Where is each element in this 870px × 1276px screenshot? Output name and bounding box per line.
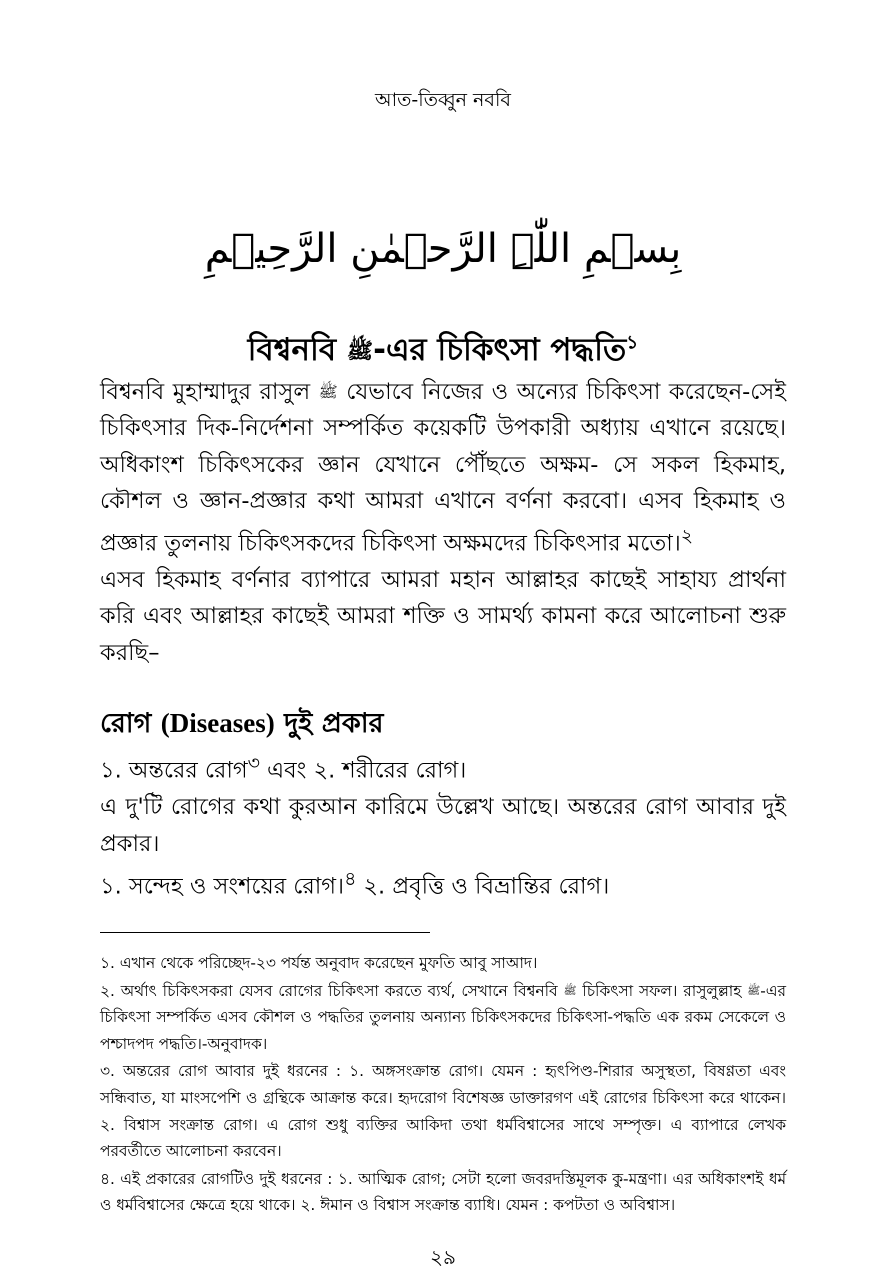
chapter-title [100,326,786,378]
footnote-ref[interactable]: ২ [680,526,693,548]
intro-text-part1: বিশ্বনবি মুহাম্মাদুর রাসুল [100,379,319,405]
footnote-2-part2: চিকিৎসা সফল। রাসুলুল্লাহ [576,981,748,1000]
section-text [100,746,786,905]
section-line-1 [100,746,786,789]
honorific-glyph: ﷺ [563,983,577,997]
page-number: ২৯ [430,1245,456,1269]
footnote-divider [100,932,430,933]
intro-paragraph-2: এসব হিকমাহ বর্ণনার ব্যাপারে আমরা মহান আল্লাহর কাছেই সাহায্য প্রার্থনা করি এবং আল্লাহর কাছেই আমরা শক্তি ও সামর্থ্য কামনা করে আলোচনা শুরু করছি– [100,566,786,666]
footnote-1: ১. এখান থেকে পরিচ্ছেদ-২৩ পর্যন্ত অনুবাদ করেছেন মুফতি আবু সাআদ। [100,954,538,972]
footnote-2 [100,978,786,1058]
chapter-title-part1: বিশ্বনবি [247,332,347,368]
footnotes [100,950,786,1220]
footnote-ref[interactable]: ৪ [344,869,357,890]
section-heading-latin: (Diseases) [160,708,275,738]
section-heading-part2: দুই প্রকার [274,708,384,739]
section-heading [100,703,786,748]
chapter-title-part2: -এর চিকিৎসা পদ্ধতি [373,332,627,368]
footnote-2-part3: -এর চিকিৎসা সম্পর্কিত এসব কৌশল ও পদ্ধতির তুলনায় অন্যান্য চিকিৎসকদের চিকিৎসা-পদ্ধতি এক রকম সেকেলে ও পশ্চাদপদ পদ্ধতি।-অনুবাদক। [100,981,786,1053]
section-line-1-part2: এবং ২. শরীরের রোগ। [259,757,467,784]
section-heading-part1: রোগ [100,708,161,739]
intro-text [100,374,786,671]
bismillah-calligraphy: بِسۡمِ اللّٰہِ الرَّحۡمٰنِ الرَّحِیۡمِ [204,226,682,272]
section-line-1-part1: ১. অন্তরের রোগ [100,757,248,784]
honorific-glyph: ﷺ [747,983,761,997]
honorific-glyph: ﷺ [346,339,374,364]
intro-text-part2: যেভাবে নিজের ও অন্যের চিকিৎসা করেছেন-সেই চিকিৎসার দিক-নির্দেশনা সম্পর্কিত কয়েকটি উপকারী অধ্যায় এখানে রয়েছে। অধিকাংশ চিকিৎসকের জ্ঞান যেখানে পৌঁছতে অক্ষম- সে সকল হিকমাহ, কৌশল ও জ্ঞান-প্রজ্ঞার কথা আমরা এখানে বর্ণনা করবো। এসব হিকমাহ ও প্রজ্ঞার তুলনায় চিকিৎসকদের চিকিৎসা অক্ষমদের চিকিৎসার মতো। [100,379,786,557]
running-head: আত-তিব্বুন নববি [375,89,511,111]
section-line-3 [100,862,786,905]
footnote-3: ৩. অন্তরের রোগ আবার দুই ধরনের : ১. অঙ্গসংক্রান্ত রোগ। যেমন : হৃৎপিণ্ড-শিরার অসুস্থতা, বিষণ্ণতা এবং সন্ধিবাত, যা মাংসপেশি ও গ্রন্থিকে আক্রান্ত করে। হৃদরোগ বিশেষজ্ঞ ডাক্তারগণ এই রোগের চিকিৎসা করে থাকেন। ২. বিশ্বাস সংক্রান্ত রোগ। এ রোগ শুধু ব্যক্তির আকিদা তথা ধর্মবিশ্বাসের সাথে সম্পৃক্ত। এ ব্যাপারে লেখক পরবর্তীতে আলোচনা করবেন। [100,1062,786,1161]
section-line-3-part2: ২. প্রবৃত্তি ও বিভ্রান্তির রোগ। [356,873,610,900]
footnote-2-part1: ২. অর্থাৎ চিকিৎসকরা যেসব রোগের চিকিৎসা করতে ব্যর্থ, সেখানে বিশ্বনবি [100,981,564,1000]
footnote-ref[interactable]: ৩ [247,753,260,774]
footnote-4: ৪. এই প্রকারের রোগটিও দুই ধরনের : ১. আত্মিক রোগ; সেটা হলো জবরদস্তিমূলক কু-মন্ত্রণা। এর অধিকাংশই ধর্ম ও ধর্মবিশ্বাসের ক্ষেত্রে হয়ে থাকে। ২. ঈমান ও বিশ্বাস সংক্রান্ত ব্যাধি। যেমন : কপটতা ও অবিশ্বাস। [100,1169,786,1215]
section-line-2: এ দু'টি রোগের কথা কুরআন কারিমে উল্লেখ আছে। অন্তরের রোগ আবার দুই প্রকার। [100,794,786,857]
footnote-ref[interactable]: ১ [626,332,639,354]
intro-paragraph-1 [100,374,786,562]
section-line-3-part1: ১. সন্দেহ ও সংশয়ের রোগ। [100,873,345,900]
honorific-glyph: ﷺ [318,382,338,401]
